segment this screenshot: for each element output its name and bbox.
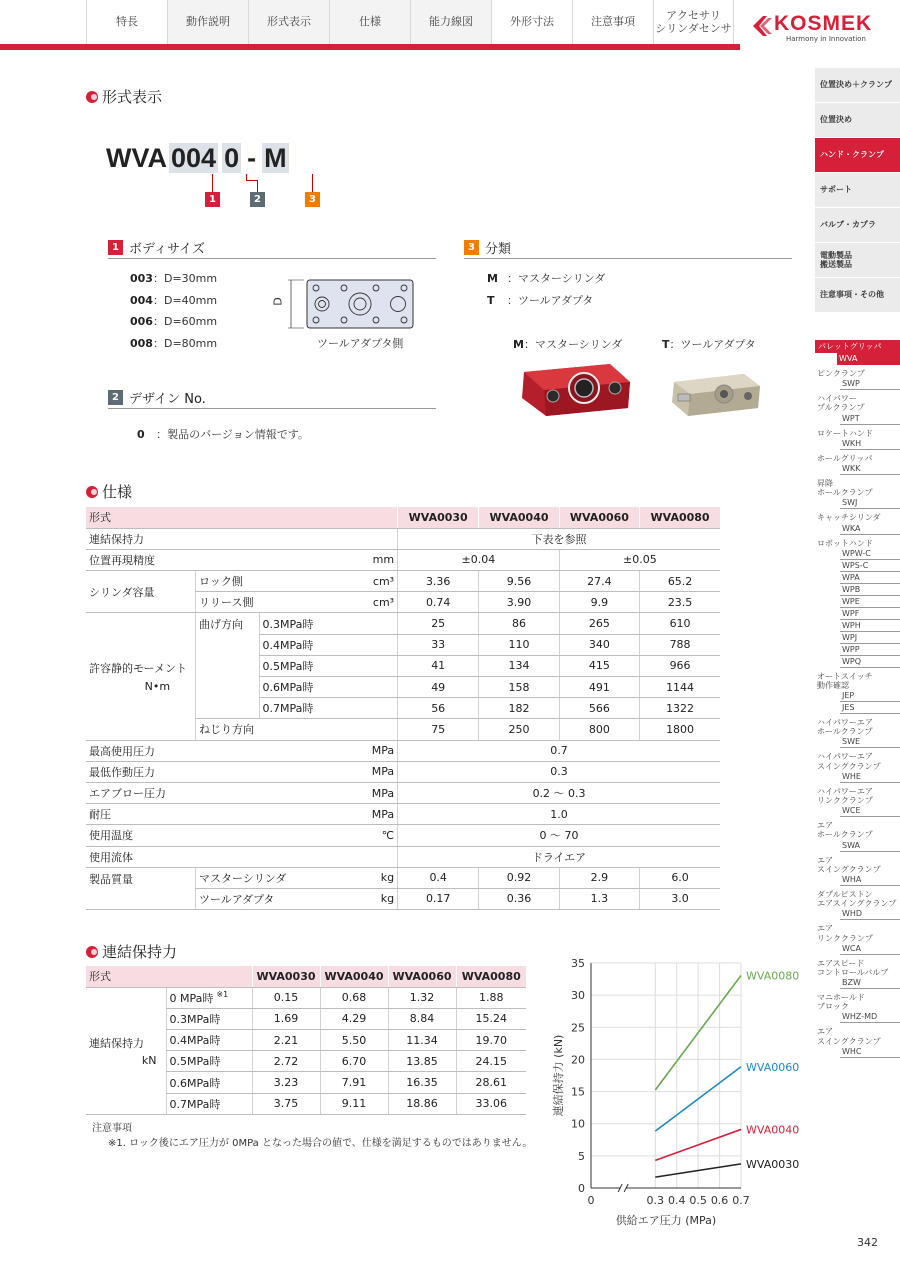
subnav-item[interactable]: エアスピード コントロールバルブ [817, 958, 889, 977]
subnav-item[interactable]: オートスイッチ 動作確認 [817, 671, 873, 690]
model-display-heading: 形式表示 [86, 86, 162, 107]
tab-accessories[interactable]: アクセサリ シリンダセンサ [653, 0, 734, 44]
design-no-row: 0 ：製品のバージョン情報です。 [137, 428, 309, 441]
sidebar-category[interactable]: 位置決め＋クランプ [815, 68, 900, 103]
subnav-model-link[interactable]: WHD [840, 908, 900, 920]
chart-series-label: WVA0080 [746, 969, 800, 983]
subnav-item[interactable]: エア リンククランプ [817, 924, 873, 943]
spec-row: 位置再現精度 mm ±0.04 ±0.05 [86, 549, 720, 570]
tab-model-display[interactable]: 形式表示 [248, 0, 329, 44]
chart-y-tick-label: 5 [578, 1149, 585, 1163]
spec-row: 許容静的モーメント N•m 曲げ方向 0.3MPa時 25 86 265 610 [86, 613, 720, 634]
sidebar-category[interactable]: 注意事項・その他 [815, 278, 900, 313]
chart-y-tick-label: 15 [571, 1085, 585, 1099]
spec-row: ねじり方向 75 250 800 1800 [86, 719, 720, 740]
section-bullet-icon [86, 946, 98, 958]
chart-series-label: WVA0030 [746, 1157, 800, 1171]
subnav-model-link[interactable]: WPH [840, 620, 900, 632]
tool-adapter-side-label: ツールアダプタ側 [317, 337, 404, 350]
tab-features[interactable]: 特長 [86, 0, 167, 44]
chart-x-tick-label: 0.4 [667, 1194, 686, 1207]
subnav-model-link[interactable]: WPE [840, 596, 900, 608]
subnav-model-link[interactable]: WPJ [840, 632, 900, 644]
classification-item: M ：マスターシリンダ [487, 272, 606, 285]
subnav-model-link[interactable]: WCA [840, 943, 900, 955]
category-sidebar [815, 68, 900, 313]
chart-x-tick-label: 0.3 [646, 1194, 665, 1207]
spec-row: 0.6MPa時 49 158 491 1144 [86, 677, 720, 698]
subnav-model-link[interactable]: WKK [840, 463, 900, 475]
subnav-model-link[interactable]: WPA [840, 572, 900, 584]
spec-row: 0.4MPa時 33 110 340 788 [86, 634, 720, 655]
subnav-item[interactable]: エア スイングクランプ [817, 855, 881, 874]
holding-header-row: 形式 WVA0030 WVA0040 WVA0060 WVA0080 [86, 966, 526, 987]
subnav-model-link[interactable]: SWP [840, 378, 900, 390]
note-text: ※1. ロック後にエア圧力が 0MPa となった場合の値で、仕様を満足するものではありません。 [108, 1138, 533, 1149]
subnav-item[interactable]: ピンクランプ [817, 369, 865, 378]
subnav-model-link[interactable]: WPT [840, 413, 900, 425]
body-size-item: 003：D=30mm [130, 272, 218, 285]
subnav-item[interactable]: マニホールド ブロック [817, 993, 865, 1012]
spec-row: 最高使用圧力 MPa 0.7 [86, 740, 720, 761]
spec-row: 製品質量 マスターシリンダ kg 0.4 0.92 2.9 6.0 [86, 867, 720, 888]
spec-row: 使用流体 ドライエア [86, 846, 720, 867]
subnav-model-link[interactable]: JES [840, 702, 900, 714]
subnav-model-link[interactable]: SWJ [840, 497, 900, 509]
subnav-model-link[interactable]: SWE [840, 736, 900, 748]
spec-header-row [86, 507, 720, 528]
model-code-design: 0 [224, 143, 240, 173]
logo-tagline: Harmony in Innovation [786, 35, 866, 43]
subnav-model-link[interactable]: WPF [840, 608, 900, 620]
photo-t-caption: T：ツールアダプタ [662, 338, 756, 351]
tool-adapter-diagram [282, 276, 422, 336]
subnav-model-link[interactable]: WPW-C [840, 548, 900, 560]
spec-row: 耐圧 MPa 1.0 [86, 804, 720, 825]
spec-row: 0.5MPa時 41 134 415 966 [86, 655, 720, 676]
holding-row: 0.7MPa時 3.75 9.11 18.86 33.06 [86, 1093, 526, 1114]
spec-row: 最低作動圧力 MPa 0.3 [86, 761, 720, 782]
subnav-model-link[interactable]: BZW [840, 977, 900, 989]
subnav-model-link[interactable]: WHZ-MD [840, 1011, 900, 1023]
tab-cautions[interactable]: 注意事項 [572, 0, 653, 44]
subnav-item[interactable]: ロボットハンド [817, 538, 873, 548]
model-code-dash: - [247, 142, 257, 173]
chart-series-label: WVA0040 [746, 1123, 800, 1137]
chart-y-tick-label: 30 [571, 989, 585, 1003]
tab-operation[interactable]: 動作説明 [167, 0, 248, 44]
dim-d-label: D [271, 297, 285, 306]
product-subnav [815, 340, 900, 1058]
chart-series-label: WVA0060 [746, 1060, 800, 1074]
spec-row: エアブロー圧力 MPa 0.2 〜 0.3 [86, 782, 720, 803]
leader-line-1 [212, 174, 213, 192]
subnav-model-link[interactable]: WHA [840, 874, 900, 886]
subnav-item[interactable]: ハイパワーエア スイングクランプ [817, 752, 881, 771]
subnav-model-link[interactable]: WHC [840, 1046, 900, 1058]
top-nav [86, 0, 734, 44]
subnav-model-link[interactable]: WPB [840, 584, 900, 596]
chart-y-tick-label: 35 [571, 957, 585, 970]
index-badge-2: 2 [250, 192, 265, 207]
body-size-heading: 1 ボディサイズ [108, 238, 436, 259]
holding-model-header: WVA0030 [252, 966, 320, 987]
subnav-model-link[interactable]: SWA [840, 840, 900, 852]
subnav-model-link[interactable]: WHE [840, 771, 900, 783]
top-accent-bar [0, 44, 740, 50]
model-code [106, 143, 291, 173]
holding-model-header: WVA0080 [456, 966, 526, 987]
chart-y-tick-label: 0 [578, 1182, 585, 1195]
holding-force-chart [548, 950, 810, 1232]
spec-row: リリース側 cm³ 0.74 3.90 9.9 23.5 [86, 592, 720, 613]
chart-y-tick-label: 10 [571, 1117, 585, 1131]
subnav-item[interactable]: エア スイングクランプ [817, 1027, 881, 1046]
spec-row: 連結保持力 下表を参照 [86, 528, 720, 549]
index-badge-3b: 3 [464, 240, 479, 255]
chart-y-tick-label: 25 [571, 1021, 585, 1035]
logo-name: KOSMEK [774, 12, 873, 35]
photo-m-caption: M：マスターシリンダ [513, 338, 623, 351]
subnav-model-link[interactable]: WCE [840, 805, 900, 817]
leader-line-2b [246, 180, 257, 181]
holding-row: 0.4MPa時 2.21 5.50 11.34 19.70 [86, 1030, 526, 1051]
subnav-item[interactable]: 昇降 ホールクランプ [817, 478, 873, 498]
spec-header-label: 形式 [86, 507, 398, 528]
sidebar-category[interactable]: 電動製品 搬送製品 [815, 243, 900, 278]
body-size-item: 006：D=60mm [130, 315, 218, 328]
spec-table [86, 507, 720, 910]
design-no-heading: 2 デザイン No. [108, 388, 436, 409]
tool-adapter-photo [666, 370, 764, 420]
subnav-group-head[interactable]: パレットグリッパ [815, 340, 900, 353]
chart-x-tick-label: 0.5 [689, 1194, 707, 1207]
subnav-model-link[interactable]: WKA [840, 523, 900, 535]
holding-body [86, 987, 526, 1114]
subnav-item[interactable]: ハイパワー プルクランプ [817, 394, 865, 413]
spec-row: ツールアダプタ kg 0.17 0.36 1.3 3.0 [86, 888, 720, 909]
page-number: 342 [857, 1236, 878, 1249]
index-badge-2b: 2 [108, 390, 123, 405]
classification-heading: 3 分類 [464, 238, 792, 259]
spec-model-header: WVA0060 [559, 507, 639, 528]
chart-x-tick-label: 0.7 [732, 1194, 750, 1207]
subnav-item[interactable]: ロケートハンド [817, 428, 873, 438]
subnav-model-link[interactable]: WPP [840, 644, 900, 656]
spec-row: 0.7MPa時 56 182 566 1322 [86, 698, 720, 719]
chart-x-tick-label: 0 [587, 1194, 595, 1207]
subnav-item[interactable]: ハイパワーエア リンククランプ [817, 786, 873, 805]
index-badge-1: 1 [205, 192, 220, 207]
spec-model-header: WVA0040 [479, 507, 559, 528]
leader-line-2c [257, 180, 258, 192]
section-bullet-icon [86, 486, 98, 498]
index-badge-1b: 1 [108, 240, 123, 255]
model-code-class: M [264, 143, 287, 173]
note-title: 注意事項 [92, 1123, 132, 1134]
spec-model-header: WVA0080 [640, 507, 720, 528]
holding-row: 0.3MPa時 1.69 4.29 8.84 15.24 [86, 1008, 526, 1029]
subnav-item[interactable]: ハイパワーエア ホールクランプ [817, 718, 873, 737]
holding-model-header: WVA0040 [320, 966, 388, 987]
subnav-model-link[interactable]: WPS-C [840, 560, 900, 572]
subnav-model-link[interactable]: WPQ [840, 656, 900, 668]
leader-line-3 [312, 174, 313, 192]
subnav-item[interactable]: ホールグリッパ [817, 453, 873, 463]
section-bullet-icon [86, 91, 98, 103]
model-prefix: WVA [106, 142, 167, 173]
master-cylinder-photo [518, 358, 634, 420]
holding-table [86, 966, 526, 1115]
holding-row: 0.6MPa時 3.23 7.91 16.35 28.61 [86, 1072, 526, 1093]
subnav-item[interactable]: キャッチシリンダ [817, 513, 881, 523]
kosmek-logo-icon [750, 13, 776, 39]
spec-model-header: WVA0030 [398, 507, 479, 528]
subnav-item[interactable]: エア ホールクランプ [817, 821, 873, 840]
tab-spec[interactable]: 仕様 [329, 0, 410, 44]
chart-x-tick-label: 0.6 [710, 1194, 729, 1207]
sidebar-category[interactable]: 位置決め [815, 103, 900, 138]
index-badge-3: 3 [305, 192, 320, 207]
model-code-size: 004 [171, 143, 217, 173]
subnav-item[interactable]: ダブルピストン エアスイングクランプ [817, 889, 897, 909]
holding-model-header: WVA0060 [388, 966, 456, 987]
body-size-item: 008：D=80mm [130, 336, 218, 350]
holding-row: 連結保持力 kN 0 MPa時 $^{※1}$ 0.15 0.68 1.32 1.88 [86, 987, 526, 1008]
sidebar-category[interactable]: サポート [815, 173, 900, 208]
chart-x-axis-label: 供給エア圧力 (MPa) [615, 1214, 717, 1227]
body-size-item: 004：D=40mm [130, 293, 218, 307]
sidebar-category[interactable]: ハンド・クランプ [815, 138, 900, 173]
classification-item: T ：ツールアダプタ [487, 293, 594, 307]
chart-y-axis-label: 連結保持力 (kN) [552, 1034, 565, 1117]
holding-heading: 連結保持力 [86, 941, 177, 962]
chart-y-tick-label: 20 [571, 1053, 585, 1067]
holding-row: 0.5MPa時 2.72 6.70 13.85 24.15 [86, 1051, 526, 1072]
spec-heading: 仕様 [86, 481, 132, 502]
tab-performance[interactable]: 能力線図 [410, 0, 491, 44]
subnav-model-link[interactable]: WVA [837, 353, 900, 365]
sidebar-category[interactable]: バルブ・カプラ [815, 208, 900, 243]
spec-row: シリンダ容量 ロック側 cm³ 3.36 9.56 27.4 65.2 [86, 571, 720, 592]
kosmek-logo[interactable] [750, 10, 890, 44]
spec-row: 使用温度 ℃ 0 〜 70 [86, 825, 720, 846]
tab-dimensions[interactable]: 外形寸法 [491, 0, 572, 44]
subnav-model-link[interactable]: JEP [840, 690, 900, 702]
subnav-model-link[interactable]: WKH [840, 438, 900, 450]
